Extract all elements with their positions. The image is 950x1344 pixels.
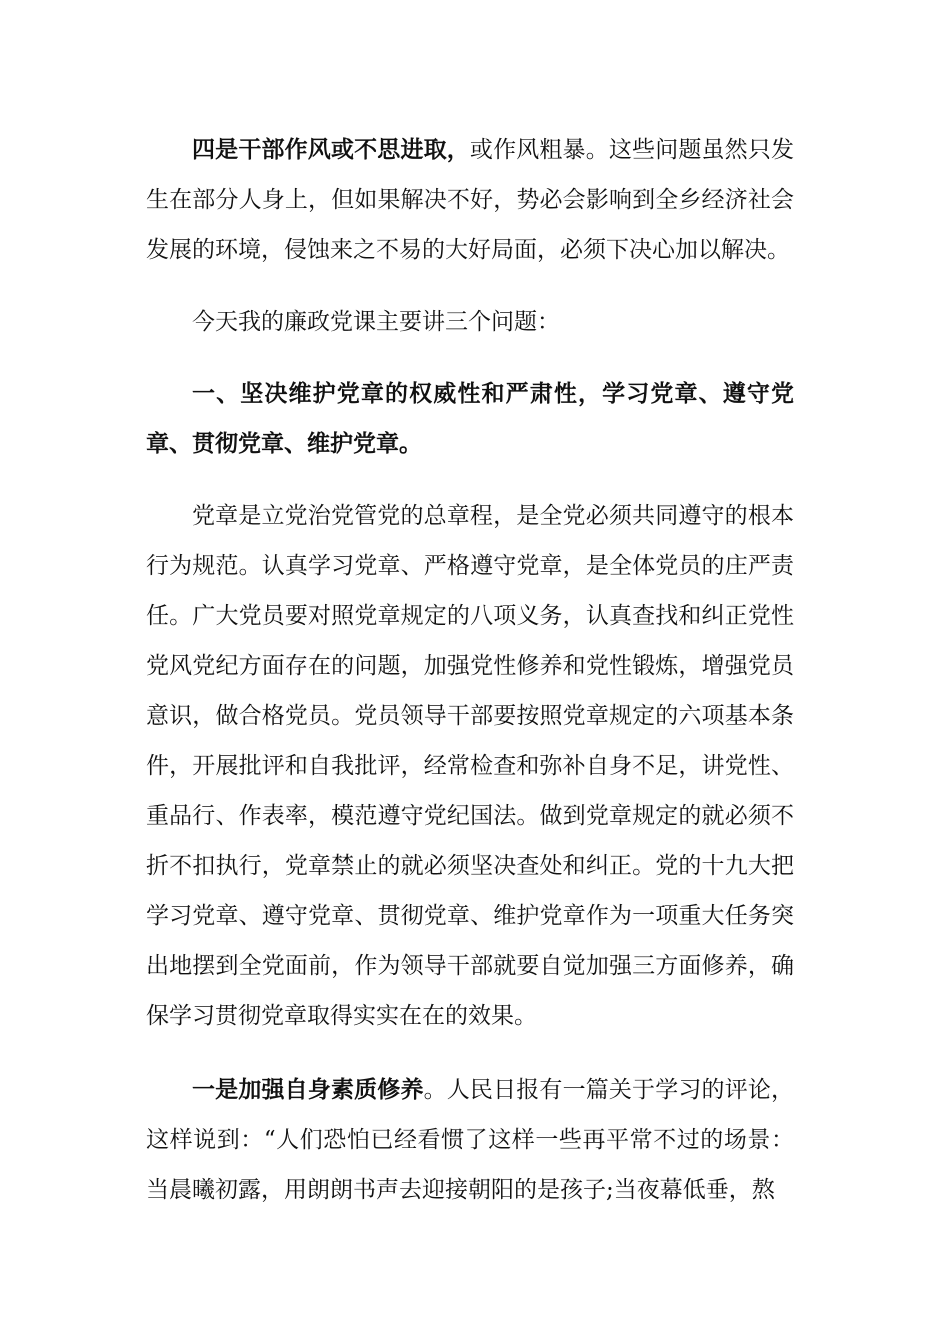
- paragraph-intro: 今天我的廉政党课主要讲三个问题：: [192, 309, 560, 335]
- paragraph-lead-bold: 四是干部作风或不思进取，: [192, 136, 470, 163]
- paragraph-lead-bold: 一是加强自身素质修养: [192, 1076, 424, 1103]
- paragraph-text: 或作风粗暴。这些问题虽然只发生在部分人身上，但如果解决不好，势必会影响到全乡经济社会发展的环境，侵蚀来之不易的大好局面，必须下决心加以解决。: [146, 137, 795, 263]
- paragraph-text: 。人民日报有一篇关于学习的评论，这样说到：“人们恐怕已经看惯了这样一些再平常不过的场景：当晨曦初露，用朗朗书声去迎接朝阳的是孩子;当夜幕低垂，熬: [146, 1077, 795, 1203]
- paragraph-self-cultivation: [146, 1065, 794, 1215]
- document-body: [146, 125, 794, 1215]
- section-heading-one: 一、坚决维护党章的权威性和严肃性，学习党章、遵守党章、贯彻党章、维护党章。: [146, 380, 794, 457]
- paragraph-party-constitution: 党章是立党治党管党的总章程，是全党必须共同遵守的根本行为规范。认真学习党章、严格遵守党章，是全体党员的庄严责任。广大党员要对照党章规定的八项义务，认真查找和纠正党性党风党纪方面存在的问题，加强党性修养和党性锻炼，增强党员意识，做合格党员。党员领导干部要按照党章规定的六项基本条件，开展批评和自我批评，经常检查和弥补自身不足，讲党性、重品行、作表率，模范遵守党纪国法。做到党章规定的就必须不折不扣执行，党章禁止的就必须坚决查处和纠正。党的十九大把学习党章、遵守党章、贯彻党章、维护党章作为一项重大任务突出地摆到全党面前，作为领导干部就要自觉加强三方面修养，确保学习贯彻党章取得实实在在的效果。: [146, 503, 794, 1029]
- paragraph-cadre-style: [146, 125, 794, 275]
